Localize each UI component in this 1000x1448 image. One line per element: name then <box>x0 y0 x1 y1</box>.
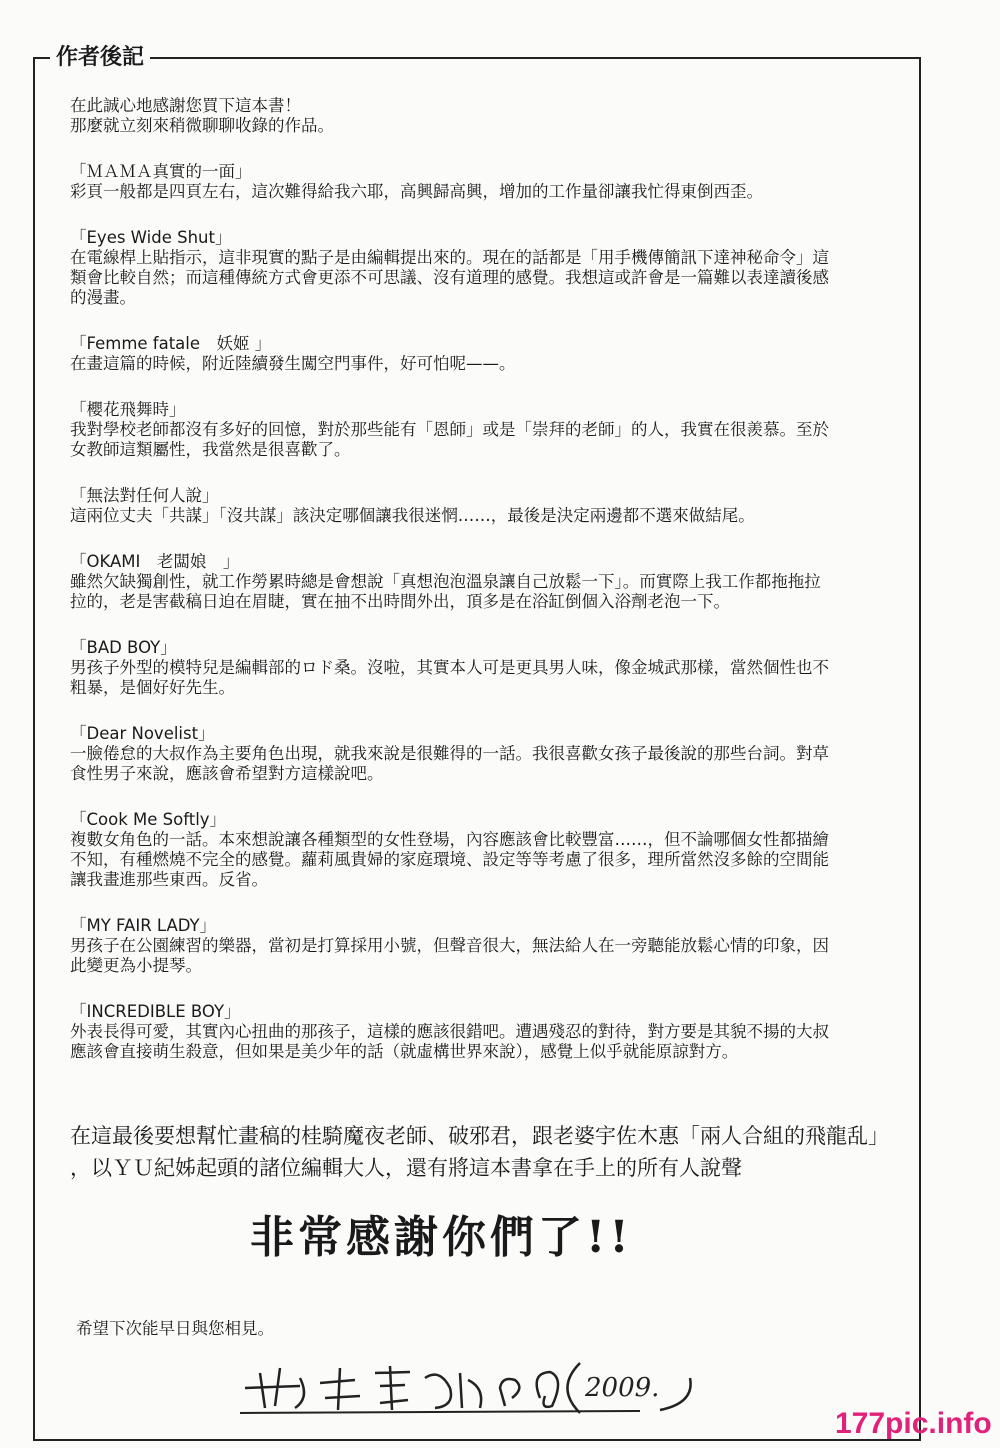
entry-body-line: 這兩位丈夫「共謀」「沒共謀」該決定哪個讓我很迷惘……，最後是決定兩邊都不選來做結尾。 <box>70 506 755 525</box>
entry-body-line: 在畫這篇的時候，附近陸續發生闖空門事件，好可怕呢——。 <box>70 354 516 373</box>
entry-body-line: 在電線桿上貼指示，這非現實的點子是由編輯提出來的。現在的話都是「用手機傳簡訊下達神秘命令」這 <box>70 248 829 267</box>
entry-heading: 「ＭＡＭＡ真實的一面」 <box>70 162 252 181</box>
entry-body-line: 此變更為小提琴。 <box>70 956 202 975</box>
entry-body-line: 男孩子在公園練習的樂器，當初是打算採用小號，但聲音很大，無法給人在一旁聽能放鬆心情的印象，因 <box>70 936 829 955</box>
entry-heading: 「Cook Me Softly」 <box>70 810 227 829</box>
intro-line: 在此誠心地感謝您買下這本書！ <box>70 96 301 115</box>
entry-heading: 「無法對任何人說」 <box>70 486 219 505</box>
entry-body-line: 彩頁一般都是四頁左右，這次難得給我六耶，高興歸高興，增加的工作量卻讓我忙得東倒西歪。 <box>70 182 763 201</box>
entry <box>70 552 910 612</box>
entry <box>70 334 910 374</box>
signature-date: 2009. <box>585 1373 660 1403</box>
entries-list <box>70 162 910 1062</box>
entry <box>70 810 910 890</box>
entry <box>70 486 910 526</box>
entry-body-line: 複數女角色的一話。本來想說讓各種類型的女性登場，內容應該會比較豐富……，但不論哪個女性都描繪 <box>70 830 829 849</box>
entry-body-line: 的漫畫。 <box>70 288 136 307</box>
entry <box>70 1002 910 1062</box>
closing-line: 在這最後要想幫忙畫稿的桂騎魔夜老師、破邪君，跟老婆宇佐木惠「兩人合組的飛龍乱」 <box>70 1124 889 1148</box>
entry-heading: 「BAD BOY」 <box>70 638 177 657</box>
entry <box>70 400 910 460</box>
entry-body-line: 雖然欠缺獨創性，就工作勞累時總是會想說「真想泡泡溫泉讓自己放鬆一下」。而實際上我工作都拖拖拉 <box>70 572 821 591</box>
page-title: 作者後記 <box>50 44 150 72</box>
closing-message <box>70 1120 920 1184</box>
entry-body-line: 類會比較自然；而這種傳統方式會更添不可思議、沒有道理的感覺。我想這或許會是一篇難以表達讀後感 <box>70 268 829 287</box>
entry-heading: 「櫻花飛舞時」 <box>70 400 186 419</box>
entry-body-line: 外表長得可愛，其實內心扭曲的那孩子，這樣的應該很錯吧。遭遇殘忍的對待，對方要是其貌不揚的大叔 <box>70 1022 829 1041</box>
entry-heading: 「INCREDIBLE BOY」 <box>70 1002 241 1021</box>
intro-line: 那麼就立刻來稍微聊聊收錄的作品。 <box>70 116 334 135</box>
watermark-text: 177pic.info <box>835 1407 992 1440</box>
intro <box>70 96 910 136</box>
signature-image <box>240 1358 700 1418</box>
entry <box>70 638 910 698</box>
entry-heading: 「Dear Novelist」 <box>70 724 215 743</box>
entry-body-line: 男孩子外型的模特兒是編輯部的ロド桑。沒啦，其實本人可是更具男人味，像金城武那樣，當然個性也不 <box>70 658 829 677</box>
entry <box>70 162 910 202</box>
thanks-heading: 非常感謝你們了!! <box>250 1212 633 1263</box>
entry-heading: 「MY FAIR LADY」 <box>70 916 217 935</box>
farewell-text: 希望下次能早日與您相見。 <box>76 1319 274 1338</box>
entry-body-line: 食性男子來說，應該會希望對方這樣說吧。 <box>70 764 384 783</box>
afterword-body <box>70 96 910 1088</box>
entry-body-line: 一臉倦怠的大叔作為主要角色出現，就我來說是很難得的一話。我很喜歡女孩子最後說的那些台詞。對草 <box>70 744 829 763</box>
entry-body-line: 讓我畫進那些東西。反省。 <box>70 870 268 889</box>
entry-heading: 「OKAMI 老闆娘 」 <box>70 552 240 571</box>
entry-body-line: 粗暴，是個好好先生。 <box>70 678 235 697</box>
entry-body-line: 拉的，老是害截稿日迫在眉睫，實在抽不出時間外出，頂多是在浴缸倒個入浴劑老泡一下。 <box>70 592 730 611</box>
entry-heading: 「Femme fatale 妖姬 」 <box>70 334 272 353</box>
entry <box>70 228 910 308</box>
entry-body-line: 不知，有種燃燒不完全的感覺。蘿莉風貴婦的家庭環境、設定等等考慮了很多，理所當然沒多餘的空間能 <box>70 850 829 869</box>
entry-heading: 「Eyes Wide Shut」 <box>70 228 232 247</box>
entry-body-line: 我對學校老師都沒有多好的回憶，對於那些能有「恩師」或是「崇拜的老師」的人，我實在很羨慕。至於 <box>70 420 829 439</box>
entry-body-line: 應該會直接萌生殺意，但如果是美少年的話（就虛構世界來說），感覺上似乎就能原諒對方。 <box>70 1042 739 1061</box>
entry-body-line: 女教師這類屬性，我當然是很喜歡了。 <box>70 440 351 459</box>
closing-line: ，以ＹＵ紀姊起頭的諸位編輯大人，還有將這本書拿在手上的所有人說聲 <box>70 1156 742 1180</box>
entry <box>70 724 910 784</box>
entry <box>70 916 910 976</box>
